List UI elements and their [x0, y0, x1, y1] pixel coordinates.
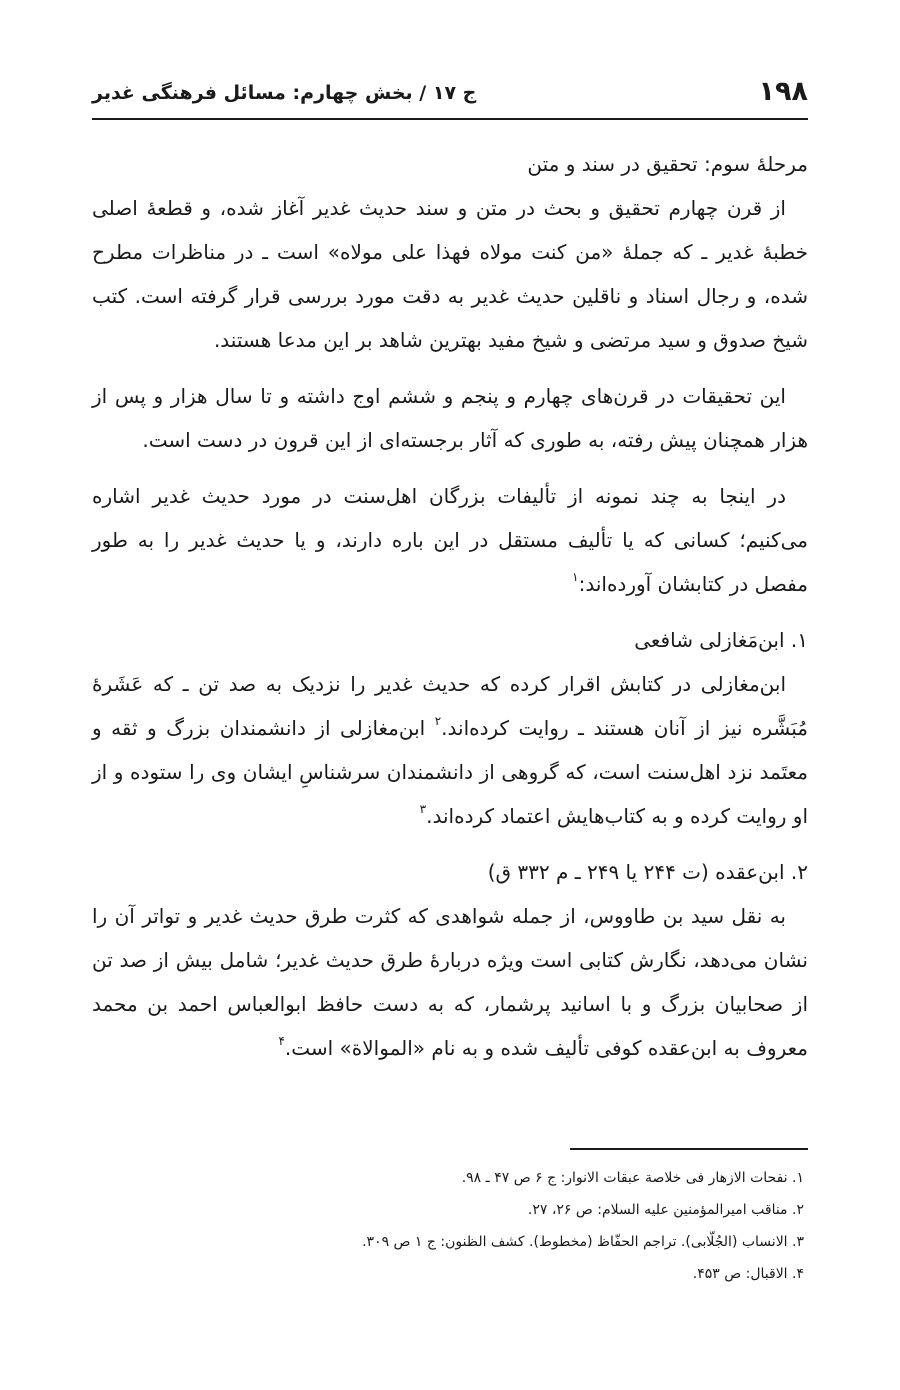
paragraph	[92, 374, 808, 462]
footnotes	[92, 1162, 808, 1290]
paragraph-text: ابن‌مغازلی در کتابش اقرار کرده که حدیث غدیر را نزدیک به صد تن ـ که عَشَرهٔ مُبَشَّره نیز از آنان هستند ـ روایت کرده‌اند.	[92, 672, 808, 740]
footnote: ۴. الاقبال: ص ۴۵۳.	[692, 1266, 804, 1282]
paragraph-text: از قرن چهارم تحقیق و بحث در متن و سند حدیث غدیر آغاز شده، و قطعهٔ اصلی خطبهٔ غدیر ـ که جملهٔ «من کنت مولاه فهذا علی مولاه» است ـ در مناظرات مطرح شده، و رجال اسناد و ناقلین حدیث غدیر به دقت مورد بررسی قرار گرفته است. کتب شیخ صدوق و سید مرتضی و شیخ مفید بهترین شاهد بر این مدعا هستند.	[92, 196, 808, 352]
footnote: ۱. نفحات الازهار فی خلاصة عبقات الانوار: ج ۶ ص ۴۷ ـ ۹۸.	[461, 1170, 804, 1186]
paragraph-text: ابن‌مغازلی از دانشمندان بزرگ و ثقه و معتَمد نزد اهل‌سنت است، که گروهی از دانشمندان سرشناسِ ایشان وی را ستوده و از او روایت کرده و به کتاب‌هایش اعتماد کرده‌اند.	[92, 716, 808, 828]
main-text	[92, 142, 808, 1070]
paragraph	[92, 474, 808, 606]
footnote-divider	[570, 1148, 808, 1150]
paragraph	[92, 662, 808, 838]
page-number: ۱۹۸	[758, 76, 808, 107]
footnote: ۲. مناقب امیرالمؤمنین علیه السلام: ص ۲۶، ۲۷.	[527, 1202, 804, 1218]
footnote: ۳. الانساب (الجُلّابی). تراجم الحفّاظ (مخطوط). کشف الظنون: ج ۱ ص ۳۰۹.	[362, 1234, 804, 1250]
running-title: ج ۱۷ / بخش چهارم: مسائل فرهنگی غدیر	[92, 82, 477, 104]
paragraph	[92, 186, 808, 362]
footnote-ref[interactable]: ۳	[419, 802, 427, 816]
paragraph-text: در اینجا به چند نمونه از تألیفات بزرگان اهل‌سنت در مورد حدیث غدیر اشاره می‌کنیم؛ کسانی که یا تألیف مستقل در این باره دارند، و یا حدیث غدیر را به طور مفصل در کتابشان آورده‌اند:	[92, 484, 808, 596]
section-heading: مرحلهٔ سوم: تحقیق در سند و متن	[527, 152, 808, 176]
paragraph-text: این تحقیقات در قرن‌های چهارم و پنجم و ششم اوج داشته و تا سال هزار و پس از هزار همچنان پیش رفته، به طوری که آثار برجسته‌ای از این قرون در دست است.	[92, 384, 808, 452]
paragraph-text: به نقل سید بن طاووس، از جمله شواهدی که کثرت طرق حدیث غدیر و تواتر آن را نشان می‌دهد، نگارش کتابی است ویژه دربارهٔ طرق حدیث غدیر؛ شامل بیش از صد تن از صحابیان بزرگ و با اسانید پرشمار، که به دست حافظ ابوالعباس احمد بن محمد معروف به ابن‌عقده کوفی تألیف شده و به نام «الموالاة» است.	[92, 904, 808, 1060]
page-header	[92, 74, 808, 120]
item-heading: ۱. ابن‌مَغازلی شافعی	[634, 628, 808, 652]
item-heading: ۲. ابن‌عقده (ت ۲۴۴ یا ۲۴۹ ـ م ۳۳۲ ق)	[487, 860, 808, 884]
paragraph	[92, 894, 808, 1070]
footnote-ref[interactable]: ۱	[572, 570, 579, 584]
footnote-ref[interactable]: ۴	[278, 1034, 285, 1048]
footnote-ref[interactable]: ۲	[434, 714, 442, 728]
